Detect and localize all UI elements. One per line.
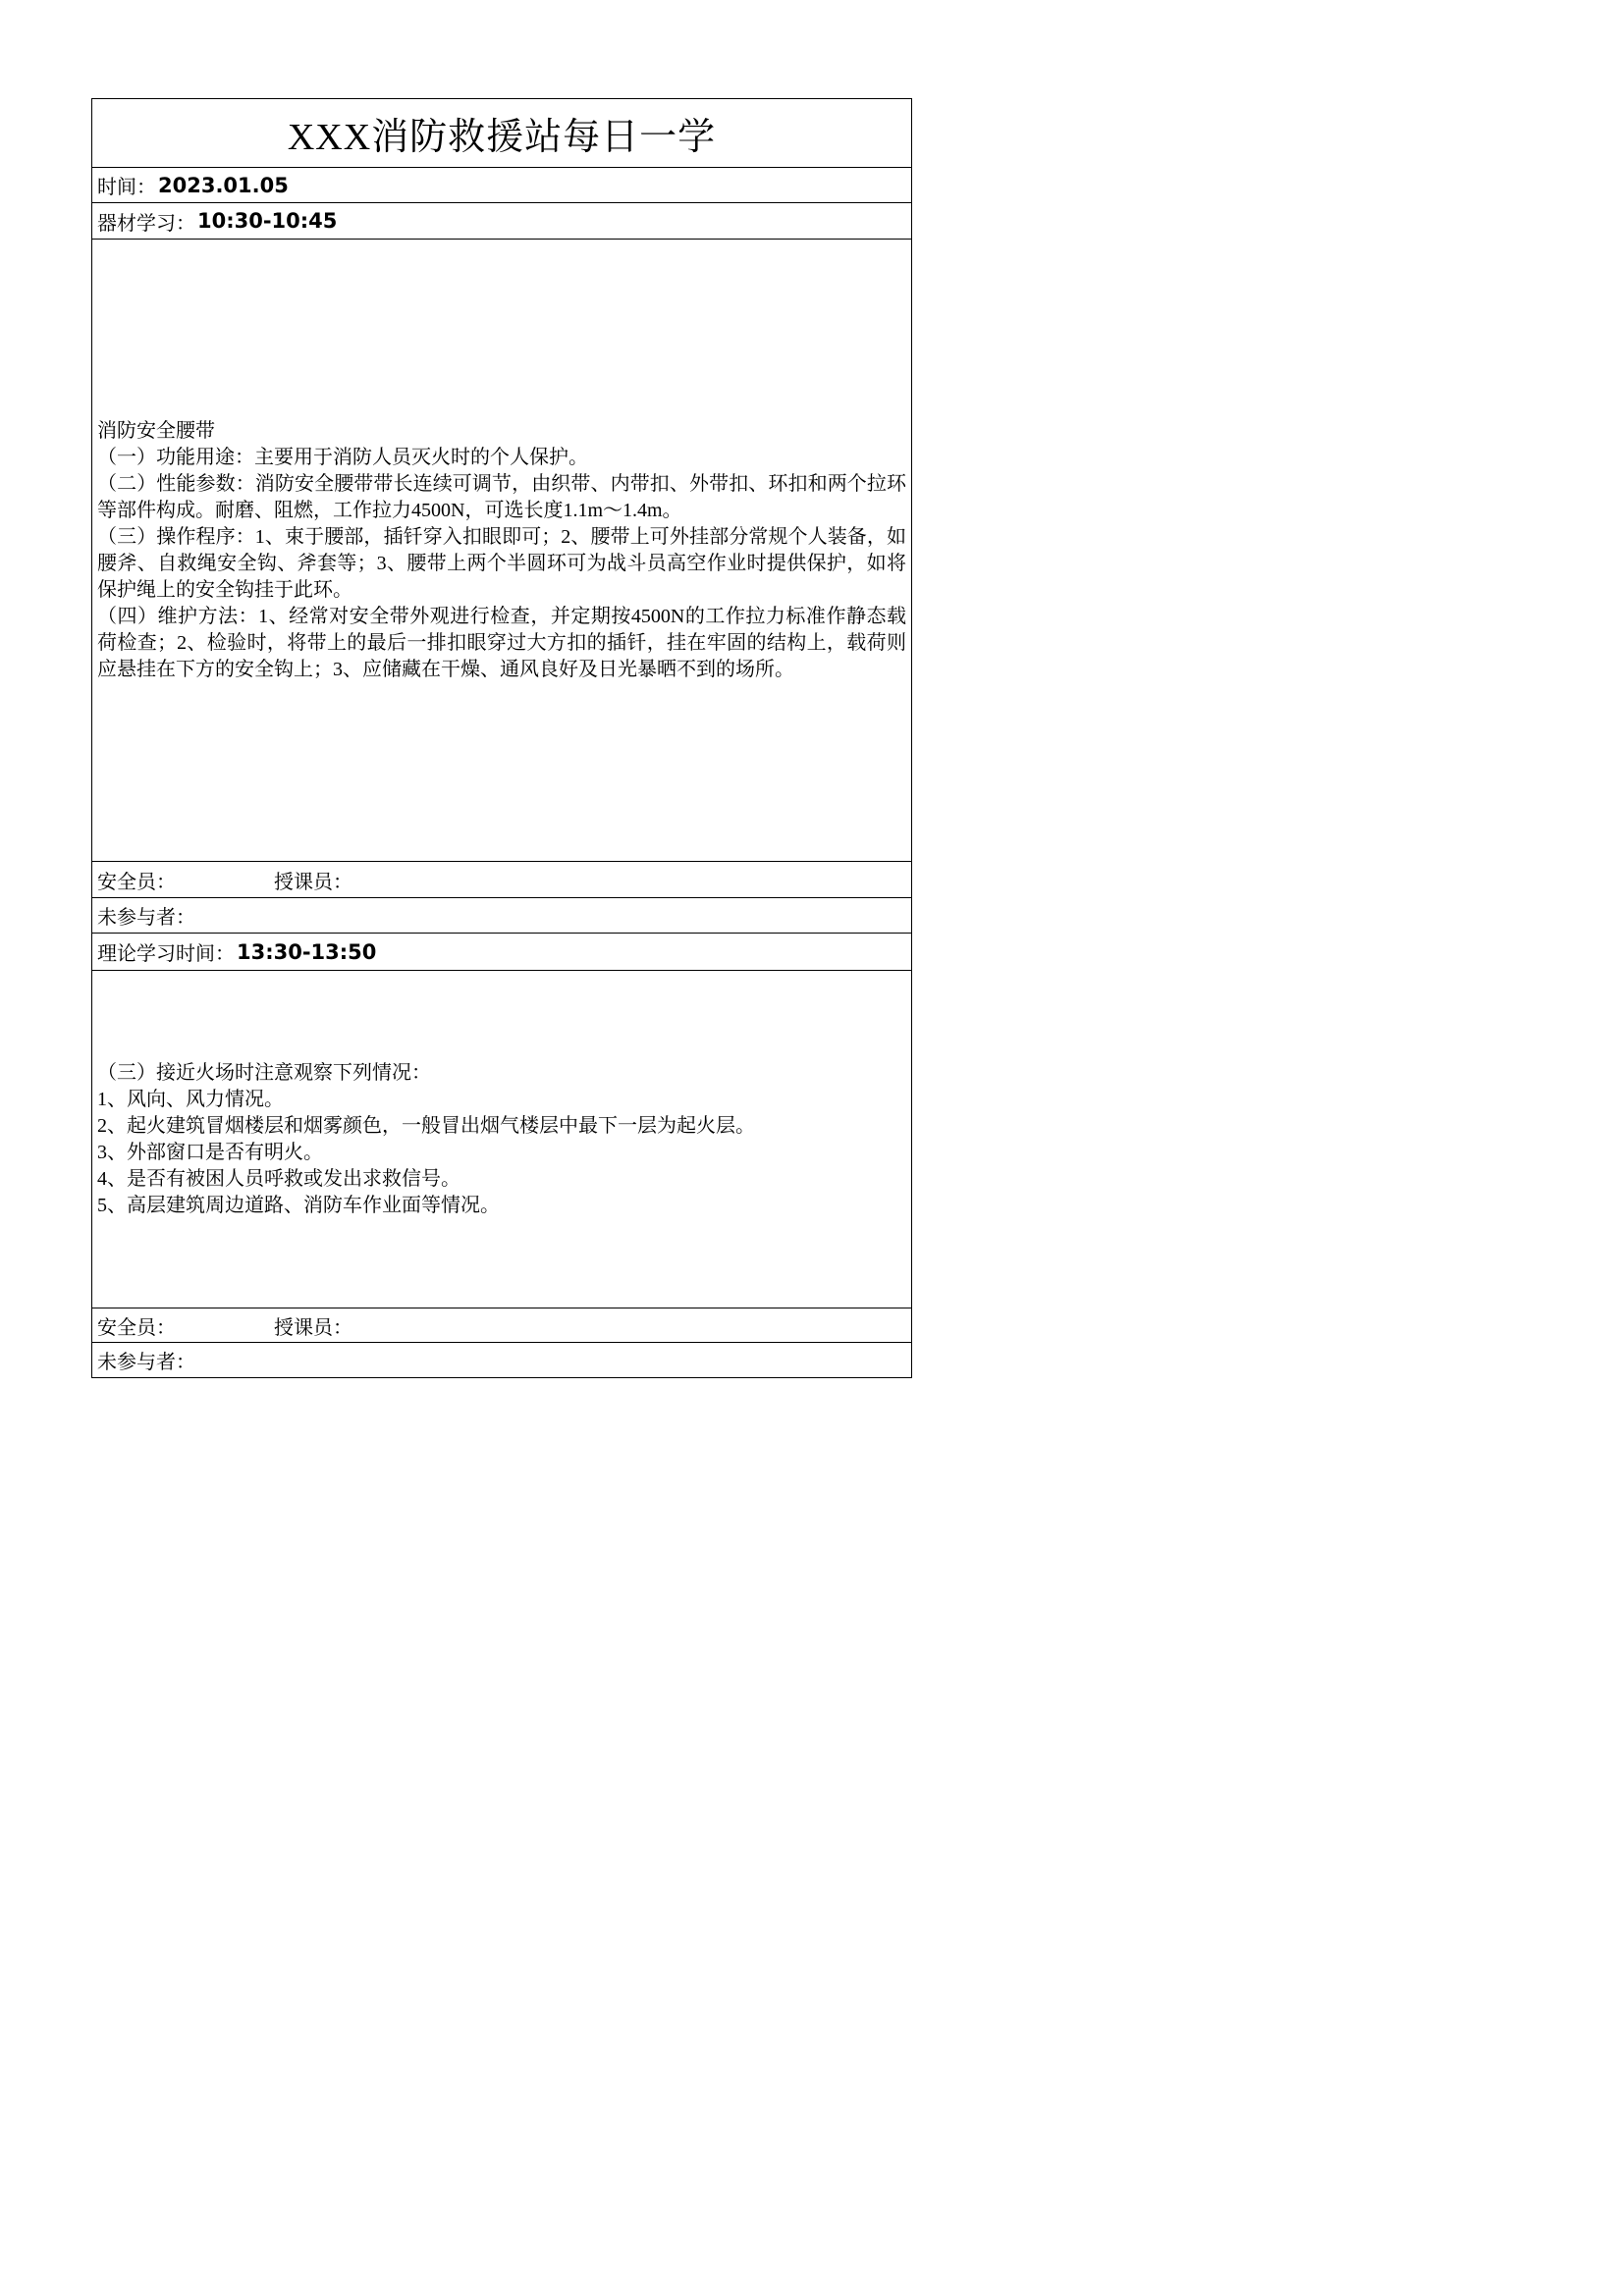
lesson2-heading: （三）接近火场时注意观察下列情况： [97,1061,431,1084]
lesson1-heading: 消防安全腰带 [97,419,215,442]
lesson1-line-parameters: （二）性能参数：消防安全腰带带长连续可调节，由织带、内带扣、外带扣、环扣和两个拉环等部件构成。耐磨、阻燃，工作拉力4500N，可选长度1.1m～1.4m。 [97,472,906,521]
lesson1-line-procedure: （三）操作程序：1、束于腰部，插钎穿入扣眼即可；2、腰带上可外挂部分常规个人装备，如腰斧、自救绳安全钩、斧套等；3、腰带上两个半圆环可为战斗员高空作业时提供保护，如将保护绳上的安全钩挂于此环。 [97,525,906,601]
time-value: 2023.01.05 [158,173,289,197]
safety-officer-label: 安全员： [97,1316,176,1339]
non-participants-row-2 [91,1342,912,1378]
theory-time-value: 13:30-13:50 [237,939,377,964]
daily-learning-form [91,98,912,1378]
lesson2-item-4: 4、是否有被困人员呼救或发出求救信号。 [97,1167,460,1190]
safety-officer-label: 安全员： [97,871,176,893]
non-participants-label: 未参与者： [97,907,195,929]
equipment-study-row [91,202,912,240]
theory-time-row [91,933,912,971]
non-participants-label: 未参与者： [97,1352,195,1373]
time-label: 时间： [97,177,156,198]
lesson2-item-5: 5、高层建筑周边道路、消防车作业面等情况。 [97,1194,500,1216]
lesson2-item-2: 2、起火建筑冒烟楼层和烟雾颜色，一般冒出烟气楼层中最下一层为起火层。 [97,1114,755,1137]
title-cell [91,98,912,168]
page-title: XXX消防救援站每日一学 [287,117,717,158]
equipment-lesson-content [91,239,912,862]
instructor-label: 授课员： [274,871,352,893]
lesson1-line-maintenance: （四）维护方法：1、经常对安全带外观进行检查，并定期按4500N的工作拉力标准作静态载荷检查；2、检验时，将带上的最后一排扣眼穿过大方扣的插钎，挂在牢固的结构上，载荷则应悬挂在下方的安全钩上；3、应储藏在干燥、通风良好及日光暴晒不到的场所。 [97,605,906,680]
lesson1-line-function: （一）功能用途：主要用于消防人员灭火时的个人保护。 [97,446,588,468]
equipment-study-label: 器材学习： [97,212,195,235]
lesson2-item-3: 3、外部窗口是否有明火。 [97,1141,323,1163]
instructor-label: 授课员： [274,1316,352,1339]
time-row [91,167,912,203]
officers-row-2 [91,1308,912,1343]
non-participants-row-1 [91,897,912,934]
equipment-study-value: 10:30-10:45 [197,209,338,233]
theory-time-label: 理论学习时间： [97,943,235,965]
lesson2-item-1: 1、风向、风力情况。 [97,1088,284,1110]
officers-row-1 [91,861,912,898]
theory-lesson-content [91,970,912,1308]
